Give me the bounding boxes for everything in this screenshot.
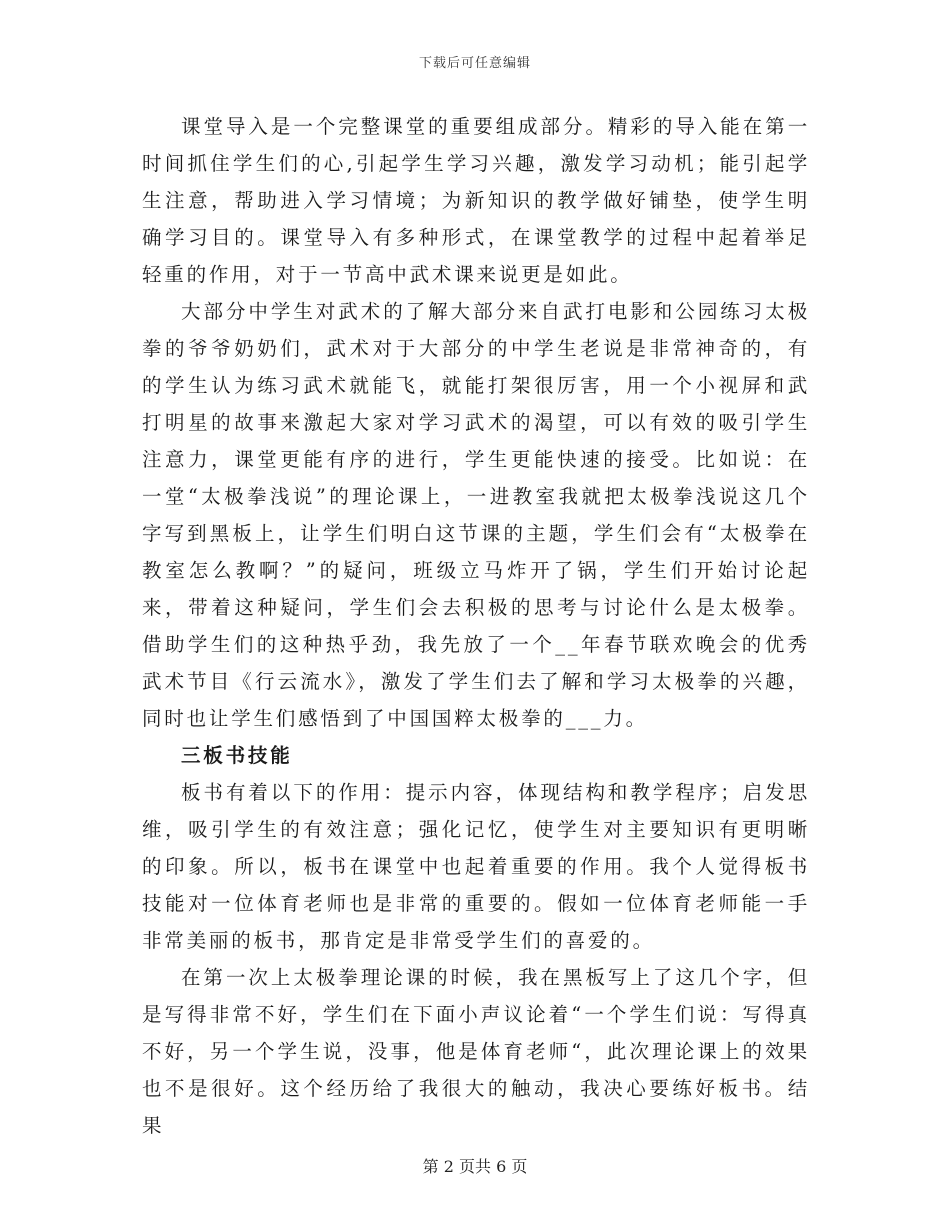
paragraph-blackboard-experience: 在第一次上太极拳理论课的时候，我在黑板写上了这几个字，但是写得非常不好，学生们在下面小声议论着“一个学生们说：写得真不好，另一个学生说，没事，他是体育老师“，此次理论课上的效果也不是很好。这个经历给了我很大的触动，我决心要练好板书。结果 (142, 966, 810, 1137)
paragraph-blackboard-role: 板书有着以下的作用：提示内容，体现结构和教学程序；启发思维，吸引学生的有效注意；强化记忆，使学生对主要知识有更明晰的印象。所以，板书在课堂中也起着重要的作用。我个人觉得板书技能对一位体育老师也是非常的重要的。假如一位体育老师能一手非常美丽的板书，那肯定是非常受学生们的喜爱的。 (142, 781, 810, 952)
section-heading-blackboard-skill: 三板书技能 (181, 744, 293, 767)
document-body (142, 108, 810, 1144)
page-number: 第 2 页共 6 页 (422, 1157, 528, 1176)
paragraph-lesson-intro: 课堂导入是一个完整课堂的重要组成部分。精彩的导入能在第一时间抓住学生们的心,引起学生学习兴趣，激发学习动机；能引起学生注意，帮助进入学习情境；为新知识的教学做好铺垫，使学生明确学习目的。课堂导入有多种形式，在课堂教学的过程中起着举足轻重的作用，对于一节高中武术课来说更是如此。 (142, 115, 810, 286)
page-header: 下载后可任意编辑 (418, 56, 531, 71)
paragraph-student-interest: 大部分中学生对武术的了解大部分来自武打电影和公园练习太极拳的爷爷奶奶们，武术对于大部分的中学生老说是非常神奇的，有的学生认为练习武术就能飞，就能打架很厉害，用一个小视屏和武打明星的故事来激起大家对学习武术的渴望，可以有效的吸引学生注意力，课堂更能有序的进行，学生更能快速的接受。比如说：在一堂“太极拳浅说”的理论课上，一进教室我就把太极拳浅说这几个字写到黑板上，让学生们明白这节课的主题，学生们会有“太极拳在教室怎么教啊？”的疑问，班级立马炸开了锅，学生们开始讨论起来，带着这种疑问，学生们会去积极的思考与讨论什么是太极拳。借助学生们的这种热乎劲，我先放了一个__年春节联欢晚会的优秀武术节目《行云流水》，激发了学生们去了解和学习太极拳的兴趣，同时也让学生们感悟到了中国国粹太极拳的___力。 (142, 300, 810, 730)
